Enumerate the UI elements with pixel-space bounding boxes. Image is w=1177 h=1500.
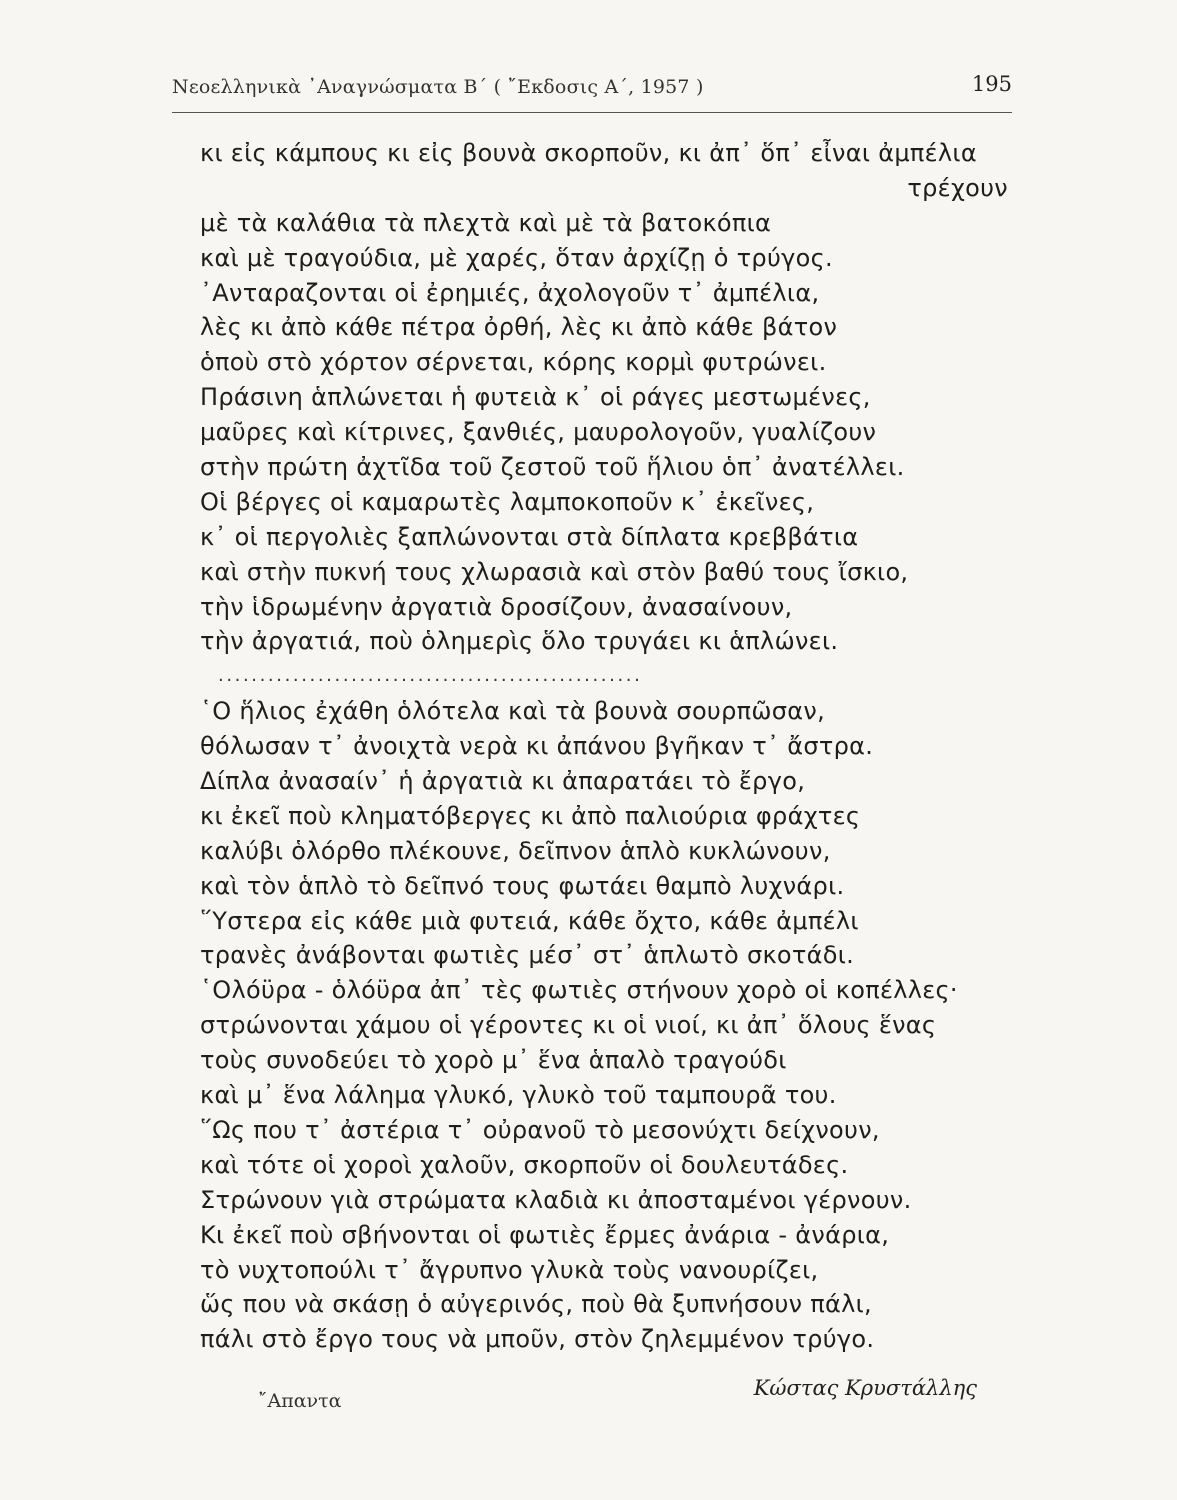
poem-line: Στρώνουν γιὰ στρώματα κλαδιὰ κι ἀποσταμένοι γέρνουν.	[200, 1185, 912, 1214]
poem-line: καὶ μ᾿ ἕνα λάλημα γλυκό, γλυκὸ τοῦ ταμπουρᾶ του.	[200, 1081, 837, 1110]
poem-line: καὶ τὸν ἁπλὸ τὸ δεῖπνό τους φωτάει θαμπὸ λυχνάρι.	[200, 871, 845, 900]
poem-line: μαῦρες καὶ κίτρινες, ξανθιές, μαυρολογοῦν, γυαλίζουν	[200, 418, 877, 447]
poem-line: τοὺς συνοδεύει τὸ χορὸ μ᾿ ἕνα ἁπαλὸ τραγούδι	[200, 1046, 787, 1075]
poem-line: ὥς που νὰ σκάσῃ ὁ αὐγερινός, ποὺ θὰ ξυπνήσουν πάλι,	[200, 1290, 872, 1319]
poem-line: ᾿Ανταραζονται οἱ ἐρημιές, ἀχολογοῦν τ᾿ ἀμπέλια,	[200, 278, 820, 307]
poem-line: ὁποὺ στὸ χόρτον σέρνεται, κόρης κορμὶ φυτρώνει.	[200, 348, 827, 377]
poem-line: κ᾿ οἱ περγολιὲς ξαπλώνονται στὰ δίπλατα κρεββάτια	[200, 522, 859, 551]
poem-line: Δίπλα ἀνασαίν᾿ ἡ ἀργατιὰ κι ἀπαρατάει τὸ ἔργο,	[200, 767, 806, 796]
poem-line-continuation: τρέχουν	[907, 173, 1008, 202]
poem-line: καλύβι ὁλόρθο πλέκουνε, δεῖπνον ἁπλὸ κυκλώνουν,	[200, 836, 831, 865]
poem-line: ῞Ως που τ᾿ ἀστέρια τ᾿ οὐρανοῦ τὸ μεσονύχτι δείχνουν,	[200, 1115, 880, 1144]
page-number: 195	[971, 72, 1012, 96]
poem-line: Κι ἐκεῖ ποὺ σβήνονται οἱ φωτιὲς ἔρμες ἀνάρια - ἀνάρια,	[200, 1220, 890, 1249]
author-name: Κώστας Κρυστάλλης	[753, 1376, 977, 1400]
poem-line: τὴν ἱδρωμένην ἀργατιὰ δροσίζουν, ἀνασαίνουν,	[200, 592, 793, 621]
section-break-dots: ...................................................	[218, 665, 643, 687]
poem-line: πάλι στὸ ἔργο τους νὰ μποῦν, στὸν ζηλεμμένον τρύγο.	[200, 1325, 875, 1354]
poem-line: λὲς κι ἀπὸ κάθε πέτρα ὀρθή, λὲς κι ἀπὸ κάθε βάτον	[200, 313, 838, 342]
poem-line: κι εἰς κάμπους κι εἰς βουνὰ σκορποῦν, κι ἀπ᾿ ὅπ᾿ εἶναι ἀμπέλια	[200, 139, 977, 167]
poem-line: ῞Υστερα εἰς κάθε μιὰ φυτειά, κάθε ὄχτο, κάθε ἀμπέλι	[200, 906, 859, 935]
poem-line: ῾Ολόϋρα - ὁλόϋρα ἀπ᾿ τὲς φωτιὲς στήνουν χορὸ οἱ κοπέλλες·	[200, 976, 958, 1005]
poem-line: τὸ νυχτοπούλι τ᾿ ἄγρυπνο γλυκὰ τοὺς νανουρίζει,	[200, 1255, 819, 1284]
poem-line: ῾Ο ἥλιος ἐχάθη ὁλότελα καὶ τὰ βουνὰ σουρπῶσαν,	[200, 697, 826, 726]
header-rule	[172, 112, 1012, 113]
poem-line: Πράσινη ἁπλώνεται ἡ φυτειὰ κ᾿ οἱ ράγες μεστωμένες,	[200, 383, 871, 412]
poem-line: στρώνονται χάμου οἱ γέροντες κι οἱ νιοί, κι ἀπ᾿ ὅλους ἕνας	[200, 1011, 937, 1040]
poem-line: καὶ στὴν πυκνή τους χλωρασιὰ καὶ στὸν βαθύ τους ἴσκιο,	[200, 557, 909, 586]
source-citation: ῎Απαντα	[258, 1390, 342, 1412]
poem-line: τρανὲς ἀνάβονται φωτιὲς μέσ᾿ στ᾿ ἁπλωτὸ σκοτάδι.	[200, 941, 855, 970]
running-title: Νεοελληνικὰ ᾿Αναγνώσματα Β΄ ( ῎Εκδοσις Α΄, 1957 )	[172, 76, 704, 98]
poem-line: στὴν πρώτη ἀχτῖδα τοῦ ζεστοῦ τοῦ ἥλιου ὁπ᾿ ἀνατέλλει.	[200, 453, 905, 482]
poem-line: θόλωσαν τ᾿ ἀνοιχτὰ νερὰ κι ἀπάνου βγῆκαν τ᾿ ἄστρα.	[200, 732, 874, 761]
poem-text	[200, 136, 1020, 1357]
poem-line: καὶ τότε οἱ χοροὶ χαλοῦν, σκορποῦν οἱ δουλευτάδες.	[200, 1150, 849, 1179]
poem-line: τὴν ἀργατιά, ποὺ ὁλημερὶς ὅλο τρυγάει κι ἁπλώνει.	[200, 627, 839, 656]
poem-line: μὲ τὰ καλάθια τὰ πλεχτὰ καὶ μὲ τὰ βατοκόπια	[200, 208, 772, 237]
poem-line: κι ἐκεῖ ποὺ κληματόβεργες κι ἀπὸ παλιούρια φράχτες	[200, 801, 861, 830]
running-head	[172, 72, 1012, 106]
poem-line: Οἱ βέργες οἱ καμαρωτὲς λαμποκοποῦν κ᾿ ἐκεῖνες,	[200, 487, 815, 516]
poem-line: καὶ μὲ τραγούδια, μὲ χαρές, ὅταν ἀρχίζῃ ὁ τρύγος.	[200, 243, 833, 272]
